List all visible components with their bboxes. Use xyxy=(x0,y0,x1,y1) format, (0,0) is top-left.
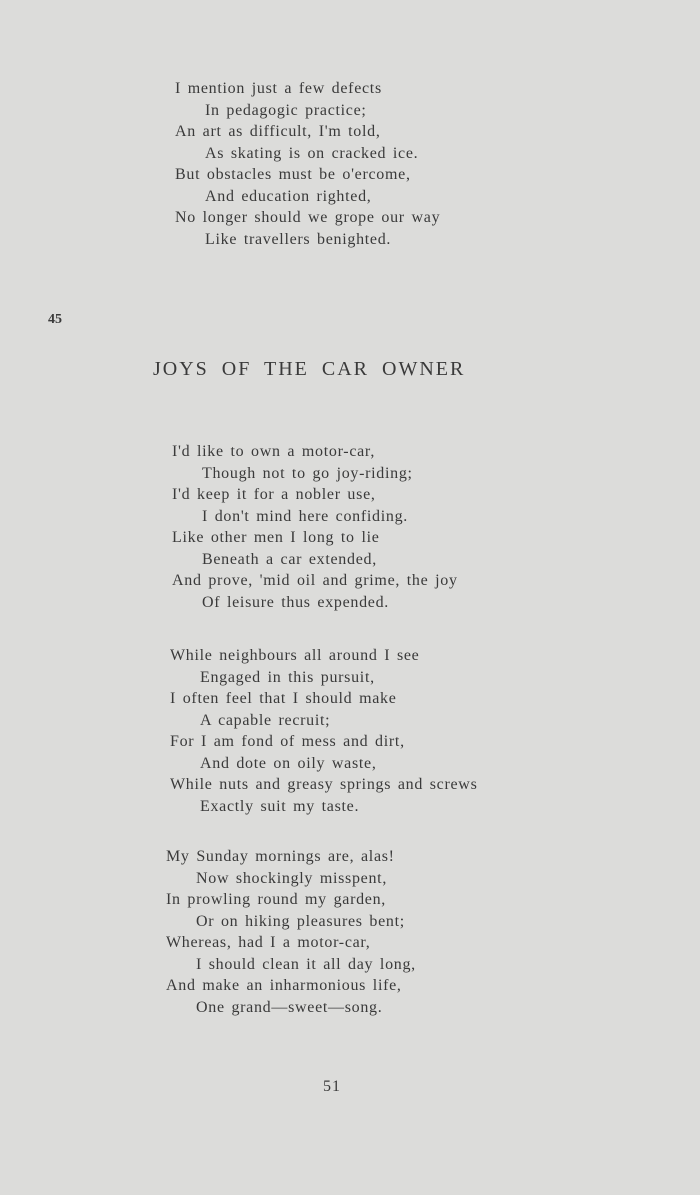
poem-line: I don't mind here confiding. xyxy=(202,507,408,525)
poem-line: As skating is on cracked ice. xyxy=(205,144,419,162)
poem-line: I'd keep it for a nobler use, xyxy=(172,486,376,503)
poem-line: I mention just a few defects xyxy=(175,80,382,97)
poem-line: In prowling round my garden, xyxy=(166,891,387,908)
poem-line: Or on hiking pleasures bent; xyxy=(196,912,405,930)
poem-line: Whereas, had I a motor-car, xyxy=(166,934,371,951)
poem-line: But obstacles must be o'ercome, xyxy=(175,166,411,183)
poem-line: I should clean it all day long, xyxy=(196,955,416,973)
poem-line: Like other men I long to lie xyxy=(172,529,380,546)
poem-line: One grand—sweet—song. xyxy=(196,998,383,1016)
poem-line: For I am fond of mess and dirt, xyxy=(170,733,405,750)
poem-line: No longer should we grope our way xyxy=(175,209,441,226)
poem-line: And dote on oily waste, xyxy=(200,754,377,772)
poem-line: Engaged in this pursuit, xyxy=(200,668,375,686)
poem-line: My Sunday mornings are, alas! xyxy=(166,848,395,865)
poem-line: And make an inharmonious life, xyxy=(166,977,402,994)
poem-line: I often feel that I should make xyxy=(170,690,397,707)
poem-line: I'd like to own a motor-car, xyxy=(172,443,376,460)
poem-line: Beneath a car extended, xyxy=(202,550,377,568)
poem-line: An art as difficult, I'm told, xyxy=(175,123,381,140)
stanza-previous-poem xyxy=(175,78,440,250)
poem-title: JOYS OF THE CAR OWNER xyxy=(153,358,466,380)
poem-line: Exactly suit my taste. xyxy=(200,797,360,815)
margin-note: 45 xyxy=(48,312,62,327)
poem-line: While neighbours all around I see xyxy=(170,647,420,664)
poem-line: Now shockingly misspent, xyxy=(196,869,388,887)
poem-line: And education righted, xyxy=(205,187,372,205)
poem-line: A capable recruit; xyxy=(200,711,331,729)
poem-line: Though not to go joy-riding; xyxy=(202,464,413,482)
poem-line: Like travellers benighted. xyxy=(205,230,392,248)
poem-line: Of leisure thus expended. xyxy=(202,593,390,611)
stanza xyxy=(166,846,416,1018)
page-number: 51 xyxy=(323,1078,341,1095)
poem-line: And prove, 'mid oil and grime, the joy xyxy=(172,572,458,589)
poem-line: While nuts and greasy springs and screws xyxy=(170,776,478,793)
stanza xyxy=(172,441,458,613)
stanza xyxy=(170,645,478,817)
poem-line: In pedagogic practice; xyxy=(205,101,367,119)
